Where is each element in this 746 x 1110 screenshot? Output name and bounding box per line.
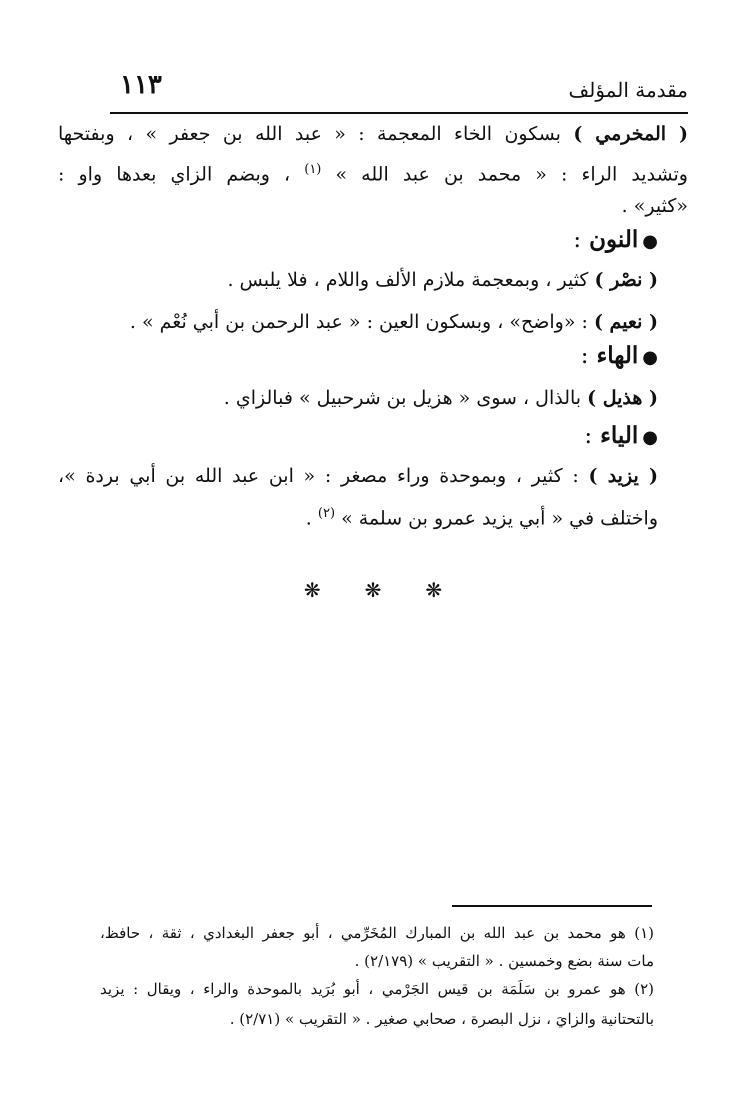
entry-text: كثير ، وبمعجمة ملازم الألف واللام ، فلا يلبس . — [227, 269, 595, 291]
intro-line-2-text-b: ، وبضم الزاي بعدها واو : — [58, 163, 305, 186]
entry-text: بالذال ، سوى « هزيل بن شرحبيل » فبالزاي . — [223, 387, 588, 409]
entry-continuation-text: واختلف في « أبي يزيد عمرو بن سلمة » — [335, 507, 658, 530]
section-heading-label: الهاء — [596, 342, 639, 369]
entry-term: ( يزيد ) — [588, 465, 658, 487]
footnote-2-line-2: بالتحتانية والزايَ ، نزل البصرة ، صحابي صغير . « التقريب » (٢/٧١) . — [229, 1010, 654, 1028]
header-rule — [110, 112, 688, 114]
section-heading-label: الياء — [600, 422, 639, 449]
entry-term: ( نعيم ) — [593, 311, 658, 333]
section-heading-ya — [584, 422, 658, 449]
bullet-icon: ● — [642, 427, 658, 448]
entry-hudhayl — [58, 384, 658, 412]
footnote-ref-2: (٢) — [317, 506, 336, 521]
section-heading-colon: : — [580, 343, 589, 369]
running-header-title: مقدمة المؤلف — [568, 78, 688, 102]
entry-text: : كثير ، وبموحدة وراء مصغر : « ابن عبد الله بن أبي بردة »، — [58, 465, 589, 487]
footnote-ref-1: (١) — [304, 162, 322, 177]
entry-nuaym — [58, 308, 658, 336]
footnote-rule — [452, 905, 652, 907]
ornament-icon: ❋ — [303, 578, 321, 602]
section-heading-ha — [581, 342, 658, 369]
ornament-icon: ❋ — [425, 578, 443, 602]
footnote-2-line-1: (٢) هو عمرو بن سَلَمَة بن قيس الجَرْمي ، أبو بُرَيد بالموحدة والراء ، ويقال : يزيد — [100, 980, 654, 998]
intro-line-2-text-a: وتشديد الراء : « محمد بن عبد الله » — [321, 163, 688, 186]
bullet-icon: ● — [642, 231, 658, 252]
footnote-1-line-1: (١) هو محمد بن عبد الله بن المبارك المُخَرِّمي ، أبو جعفر البغدادي ، ثقة ، حافظ، — [100, 924, 654, 942]
entry-yazid — [58, 462, 658, 490]
intro-line-1 — [58, 120, 688, 148]
section-divider-ornaments — [0, 578, 746, 602]
section-heading-nun — [573, 226, 658, 253]
entry-yazid-continuation — [58, 500, 658, 532]
intro-term: ( المخرمي ) — [573, 123, 688, 145]
bullet-icon: ● — [642, 347, 658, 368]
section-heading-colon: : — [573, 227, 582, 253]
intro-line-3: «كثير» . — [621, 195, 688, 217]
footnote-1-line-2: مات سنة بضع وخمسين . « التقريب » (٢/١٧٩) . — [354, 952, 654, 970]
intro-line-1-text: بسكون الخاء المعجمة : « عبد الله بن جعفر » ، وبفتحها — [58, 123, 574, 145]
intro-line-2 — [58, 156, 688, 188]
entry-term: ( نصْر ) — [594, 269, 658, 291]
entry-continuation-end: . — [305, 507, 318, 530]
entry-term: ( هذيل ) — [587, 387, 658, 409]
entry-text: : «واضح» ، وبسكون العين : « عبد الرحمن بن أبي نُعْم » . — [129, 311, 594, 333]
entry-nasr — [58, 266, 658, 294]
section-heading-colon: : — [584, 423, 593, 449]
ornament-icon: ❋ — [364, 578, 382, 602]
page-number: ١١٣ — [120, 70, 162, 100]
section-heading-label: النون — [589, 226, 639, 253]
